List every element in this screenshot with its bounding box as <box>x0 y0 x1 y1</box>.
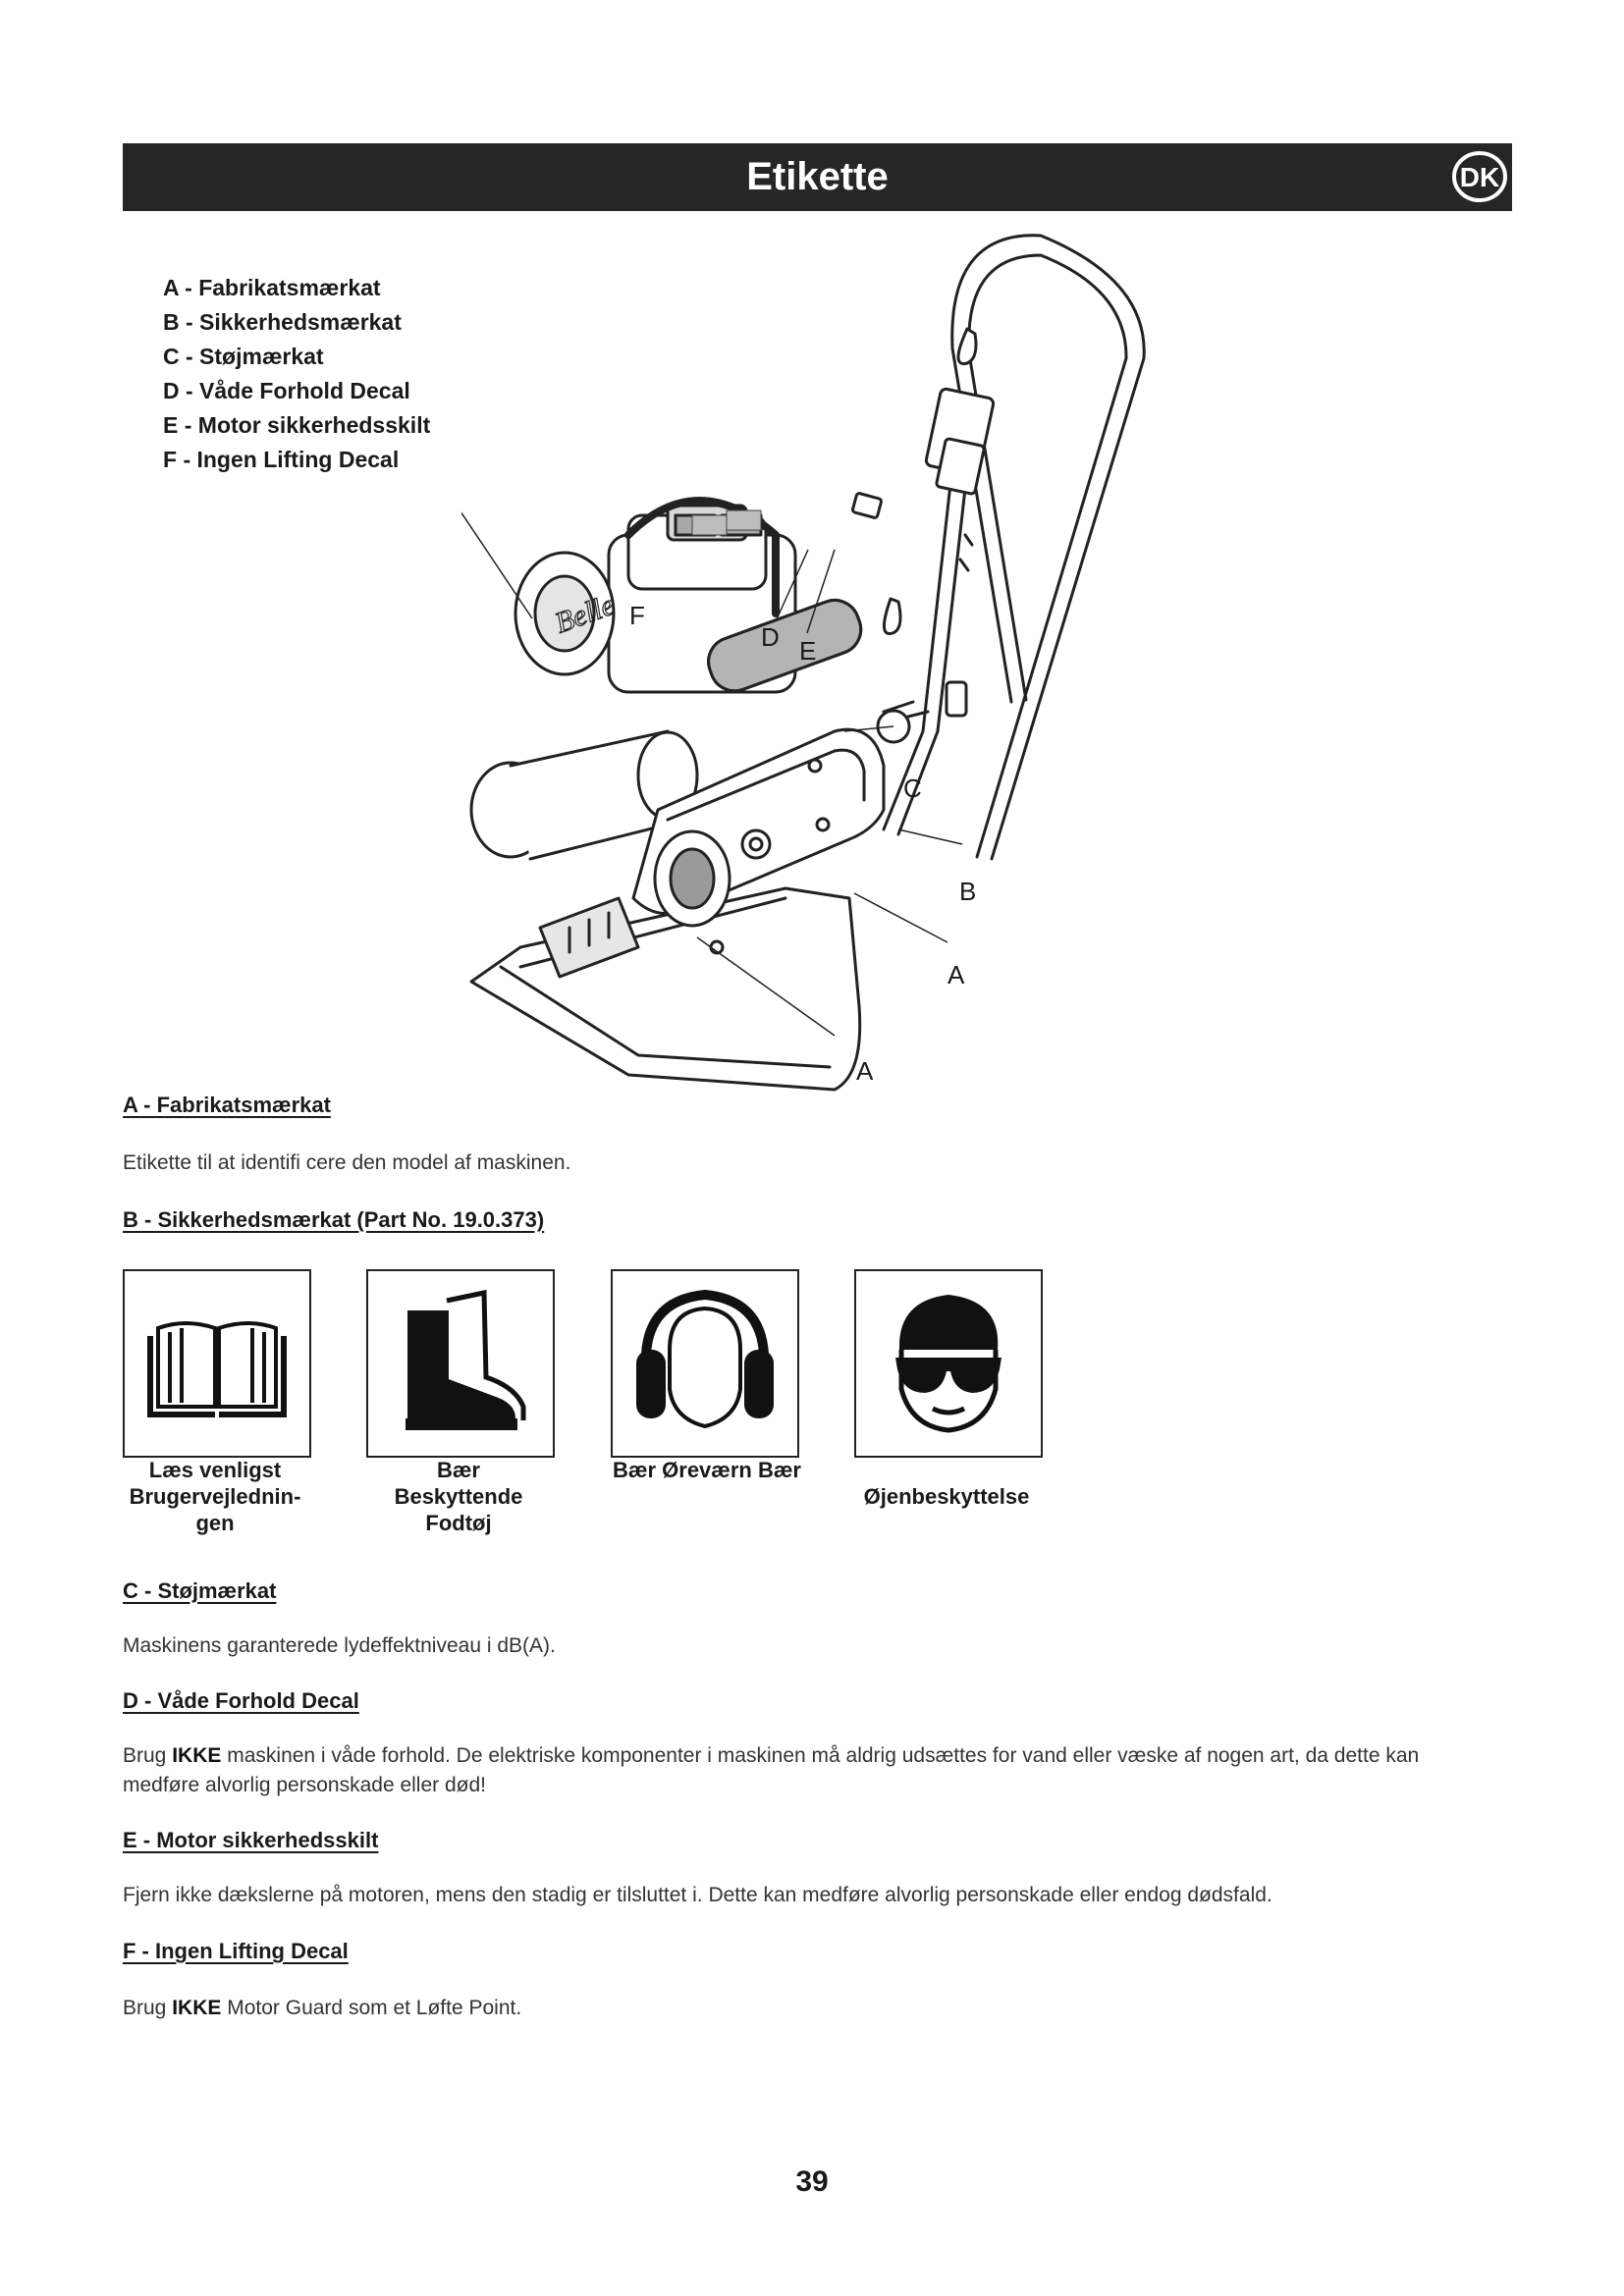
country-badge-dk <box>1451 149 1508 204</box>
section-c-text: Maskinens garanterede lydeffektniveau i dB(A). <box>123 1634 556 1657</box>
sign-eye-protection <box>854 1269 1043 1458</box>
page-header <box>123 143 1512 211</box>
callout-a-lower: A <box>856 1056 874 1086</box>
sign-label-manual: Læs venligst Brugervejlednin- gen <box>129 1458 301 1535</box>
legend-item: E - Motor sikkerhedsskilt <box>163 412 431 438</box>
section-f-heading: F - Ingen Lifting Decal <box>123 1939 349 1963</box>
section-b-heading: B - Sikkerhedsmærkat (Part No. 19.0.373) <box>123 1207 545 1232</box>
section-f-text: Brug IKKE Motor Guard som et Løfte Point. <box>123 1997 522 2019</box>
section-e-text: Fjern ikke dækslerne på motoren, mens den stadig er tilsluttet i. Dette kan medføre alvorlig personskade eller endog dødsfald. <box>123 1884 1272 1906</box>
eye-protection-icon <box>856 1271 1041 1456</box>
brand-logo-text: Belle <box>551 588 620 640</box>
callout-c: C <box>903 774 922 803</box>
boot-icon <box>368 1271 553 1456</box>
section-a-text: Etikette til at identifi cere den model af maskinen. <box>123 1151 571 1174</box>
callout-d: D <box>761 622 780 652</box>
section-a-heading: A - Fabrikatsmærkat <box>123 1093 331 1117</box>
callout-a-upper: A <box>947 960 965 989</box>
page-title: Etikette <box>746 155 889 198</box>
legend-item: B - Sikkerhedsmærkat <box>163 309 402 335</box>
section-e-heading: E - Motor sikkerhedsskilt <box>123 1828 379 1852</box>
book-icon <box>125 1271 309 1456</box>
callout-e: E <box>799 636 817 666</box>
label-legend <box>163 271 430 477</box>
callout-b: B <box>959 877 977 906</box>
section-d-text: Brug IKKE maskinen i våde forhold. De elektriske komponenter i maskinen må aldrig udsættes for vand eller væske af nogen art, da dette kan medføre alvorlig personskade eller død! <box>123 1744 1420 1796</box>
sign-read-manual <box>123 1269 311 1458</box>
plate-compactor-illustration <box>461 221 1208 1104</box>
legend-item: F - Ingen Lifting Decal <box>163 447 400 472</box>
sign-label-footwear: Bær Beskyttende Fodtøj <box>394 1458 523 1535</box>
sign-label-ear: Bær Øreværn Bær <box>613 1458 801 1482</box>
sign-label-eye: Øjenbeskyttelse <box>863 1484 1030 1509</box>
sign-ear-protection <box>611 1269 799 1458</box>
page-number: 39 <box>795 2165 829 2198</box>
legend-item: C - Støjmærkat <box>163 344 324 369</box>
badge-text: DK <box>1459 162 1500 192</box>
ear-protection-icon <box>613 1271 797 1456</box>
section-d-heading: D - Våde Forhold Decal <box>123 1688 359 1713</box>
legend-item: D - Våde Forhold Decal <box>163 378 410 403</box>
sign-protective-footwear <box>366 1269 555 1458</box>
legend-item: A - Fabrikatsmærkat <box>163 275 381 300</box>
section-c-heading: C - Støjmærkat <box>123 1578 277 1603</box>
callout-f: F <box>629 601 645 630</box>
